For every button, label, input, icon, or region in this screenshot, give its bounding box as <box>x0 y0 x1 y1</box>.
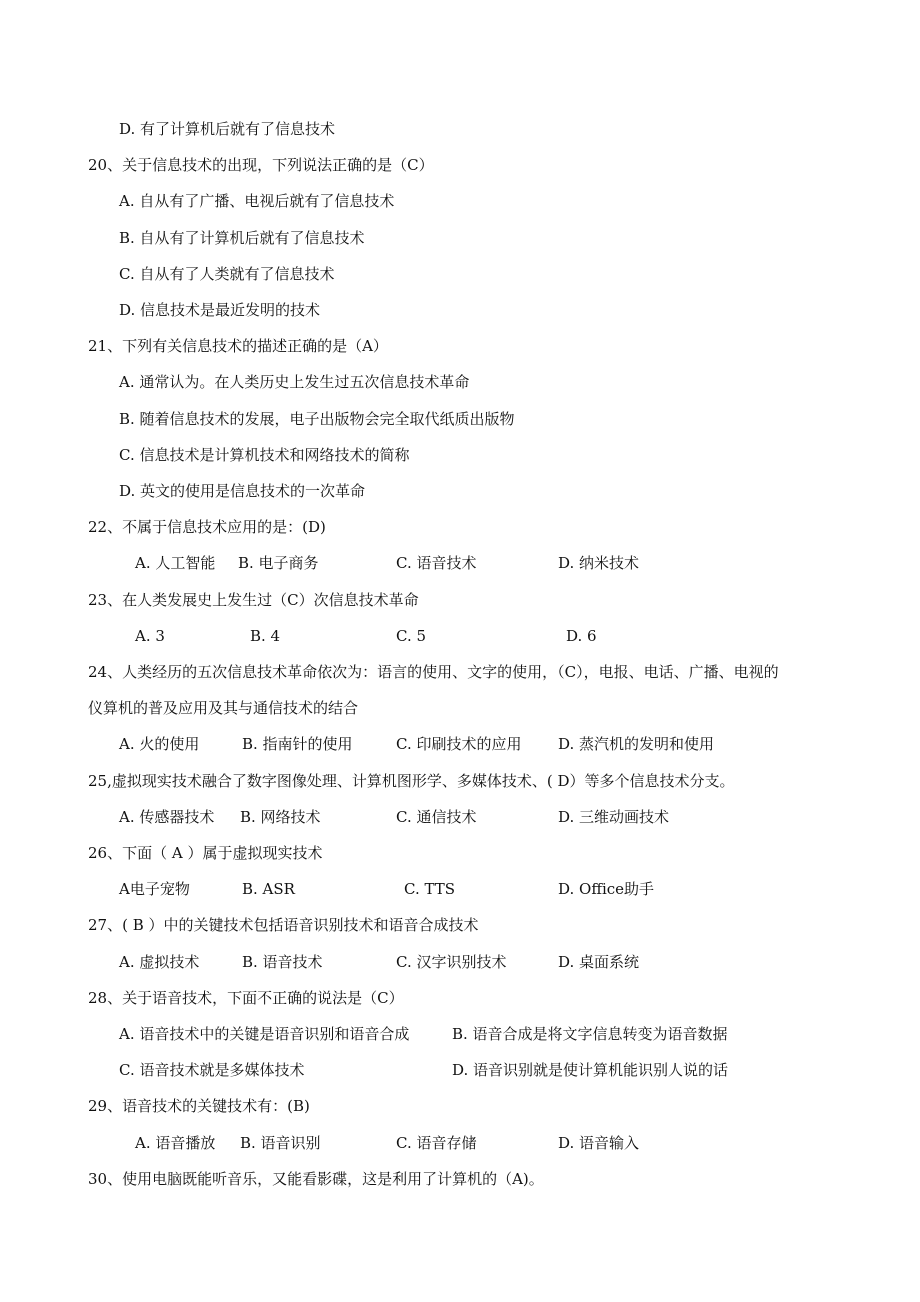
option-item: C. 5 <box>396 627 427 645</box>
option-item: A. 自从有了广播、电视后就有了信息技术 <box>119 192 395 210</box>
option-item: A. 火的使用 <box>119 735 200 753</box>
option-item: C. 自从有了人类就有了信息技术 <box>119 265 335 283</box>
question-text: 24、人类经历的五次信息技术革命依次为：语言的使用、文字的使用，（C），电报、电话、广播、电视的 <box>88 663 779 681</box>
option-item: C. 语音存储 <box>396 1134 477 1152</box>
option-item: C. 印刷技术的应用 <box>396 735 522 753</box>
option-item: C. 通信技术 <box>396 808 477 826</box>
option-item: D. 蒸汽机的发明和使用 <box>558 735 715 753</box>
option-row <box>0 1057 920 1083</box>
option-row <box>0 876 920 902</box>
question-text: 21、下列有关信息技术的描述正确的是（A） <box>88 337 388 355</box>
option-item: B. 语音合成是将文字信息转变为语音数据 <box>452 1025 728 1043</box>
question-text: 27、( B ）中的关键技术包括语音识别技术和语音合成技术 <box>88 916 479 934</box>
option-item: D. 语音输入 <box>558 1134 640 1152</box>
option-row <box>0 1021 920 1047</box>
option-item: C. 语音技术就是多媒体技术 <box>119 1061 305 1079</box>
option-row <box>0 623 920 649</box>
option-item: A. 语音技术中的关键是语音识别和语音合成 <box>119 1025 410 1043</box>
option-item: C. TTS <box>404 880 456 898</box>
option-item: B. 语音技术 <box>242 953 323 971</box>
option-item: D. Office助手 <box>558 880 655 898</box>
option-item: B. 自从有了计算机后就有了信息技术 <box>119 229 365 247</box>
question-text: 28、关于语音技术，下面不正确的说法是（C） <box>88 989 404 1007</box>
option-row <box>0 1130 920 1156</box>
option-item: B. 网络技术 <box>240 808 321 826</box>
option-item: A. 语音播放 <box>135 1134 216 1152</box>
option-item: C. 信息技术是计算机技术和网络技术的简称 <box>119 446 410 464</box>
option-item: D. 英文的使用是信息技术的一次革命 <box>119 482 366 500</box>
option-item: B. 语音识别 <box>240 1134 321 1152</box>
question-text: 26、下面（ A ）属于虚拟现实技术 <box>88 844 323 862</box>
option-item: A. 虚拟技术 <box>119 953 200 971</box>
option-item: D. 桌面系统 <box>558 953 640 971</box>
option-item: C. 语音技术 <box>396 554 477 572</box>
option-item: D. 信息技术是最近发明的技术 <box>119 301 321 319</box>
option-row <box>0 949 920 975</box>
option-item: C. 汉字识别技术 <box>396 953 507 971</box>
option-item: D. 有了计算机后就有了信息技术 <box>119 120 336 138</box>
option-item: A. 传感器技术 <box>119 808 215 826</box>
option-item: D. 6 <box>566 627 597 645</box>
option-item: A电子宠物 <box>119 880 190 898</box>
option-item: B. 指南针的使用 <box>242 735 353 753</box>
option-row <box>0 550 920 576</box>
option-item: A. 通常认为。在人类历史上发生过五次信息技术革命 <box>119 373 470 391</box>
question-text: 29、语音技术的关键技术有：(B) <box>88 1097 310 1115</box>
option-item: D. 三维动画技术 <box>558 808 670 826</box>
question-text: 22、不属于信息技术应用的是：(D) <box>88 518 326 536</box>
option-item: D. 语音识别就是使计算机能识别人说的话 <box>452 1061 729 1079</box>
option-row <box>0 731 920 757</box>
question-text: 25,虚拟现实技术融合了数字图像处理、计算机图形学、多媒体技术、( D）等多个信息技术分支。 <box>88 772 735 790</box>
option-item: A. 3 <box>135 627 165 645</box>
question-text: 30、使用电脑既能听音乐，又能看影碟，这是利用了计算机的（A)。 <box>88 1170 544 1188</box>
question-text: 23、在人类发展史上发生过（C）次信息技术革命 <box>88 591 419 609</box>
option-item: B. ASR <box>242 880 295 898</box>
question-text: 20、关于信息技术的出现，下列说法正确的是（C） <box>88 156 434 174</box>
option-item: D. 纳米技术 <box>558 554 640 572</box>
option-item: A. 人工智能 <box>135 554 216 572</box>
option-item: B. 随着信息技术的发展，电子出版物会完全取代纸质出版物 <box>119 410 515 428</box>
option-item: B. 4 <box>250 627 281 645</box>
question-continuation: 仪算机的普及应用及其与通信技术的结合 <box>88 699 359 717</box>
option-row <box>0 804 920 830</box>
option-item: B. 电子商务 <box>238 554 319 572</box>
